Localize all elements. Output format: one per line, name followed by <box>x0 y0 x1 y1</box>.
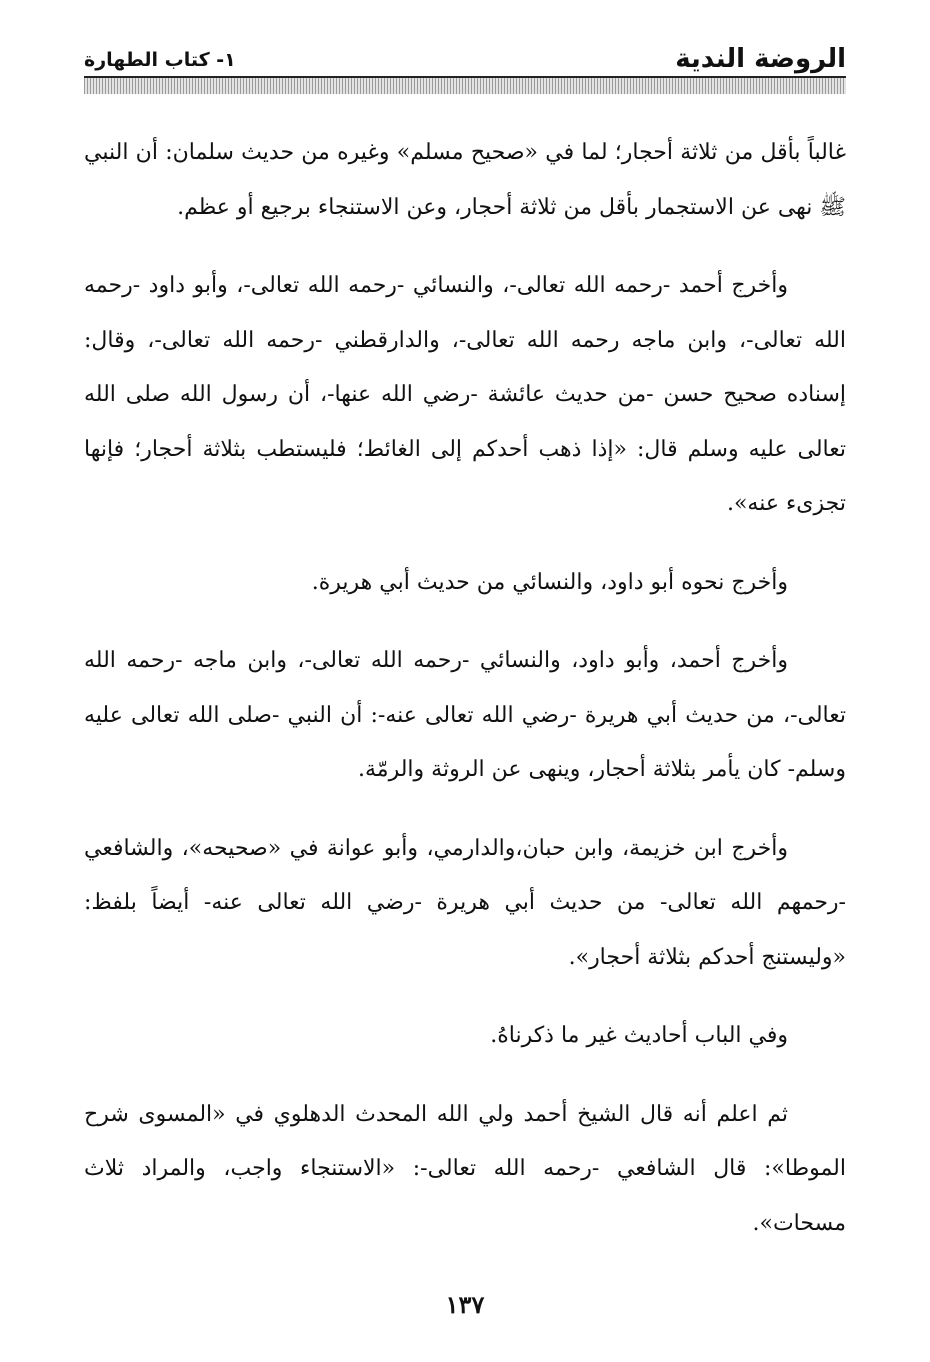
paragraph-6: وفي الباب أحاديث غير ما ذكرناهُ. <box>490 1023 788 1048</box>
paragraph-5: وأخرج ابن خزيمة، وابن حبان،والدارمي، وأبو عوانة في «صحيحه»، والشافعي -رحمهم الله تعالى- من حديث أبي هريرة -رضي الله تعالى عنه- أيضاً بلفظ: «وليستنج أحدكم بثلاثة أحجار». <box>84 835 846 970</box>
running-header <box>84 38 846 78</box>
page-body <box>84 126 846 1275</box>
paragraph-3: وأخرج نحوه أبو داود، والنسائي من حديث أبي هريرة. <box>311 569 788 595</box>
header-pattern-band <box>84 78 846 94</box>
paragraph-7: ثم اعلم أنه قال الشيخ أحمد ولي الله المحدث الدهلوي في «المسوى شرح الموطا»: قال الشافعي -رحمه الله تعالى-: «الاستنجاء واجب، والمراد ثلاث مسحات». <box>84 1101 846 1236</box>
page-number: ١٣٧ <box>445 1290 485 1319</box>
chapter-title: ١- كتاب الطهارة <box>84 49 236 71</box>
paragraph-4: وأخرج أحمد، وأبو داود، والنسائي -رحمه الله تعالى-، وابن ماجه -رحمه الله تعالى-، من حديث أبي هريرة -رضي الله تعالى عنه-: أن النبي -صلى الله تعالى عليه وسلم- كان يأمر بثلاثة أحجار، وينهى عن الروثة والرمّة. <box>84 648 846 782</box>
paragraph-2: وأخرج أحمد -رحمه الله تعالى-، والنسائي -رحمه الله تعالى-، وأبو داود -رحمه الله تعالى-، وابن ماجه رحمه الله تعالى-، والدارقطني -رحمه الله تعالى-، وقال: إسناده صحيح حسن -من حديث عائشة -رضي الله عنها-، أن رسول الله صلى الله تعالى عليه وسلم قال: «إذا ذهب أحدكم إلى الغائط؛ فليستطب بثلاثة أحجار؛ فإنها تجزىء عنه». <box>84 273 846 516</box>
book-title: الروضة الندية <box>675 44 846 74</box>
paragraph-1: غالباً بأقل من ثلاثة أحجار؛ لما في «صحيح مسلم» وغيره من حديث سلمان: أن النبي ﷺ نهى عن الاستجمار بأقل من ثلاثة أحجار، وعن الاستنجاء برجيع أو عظم. <box>84 140 846 220</box>
